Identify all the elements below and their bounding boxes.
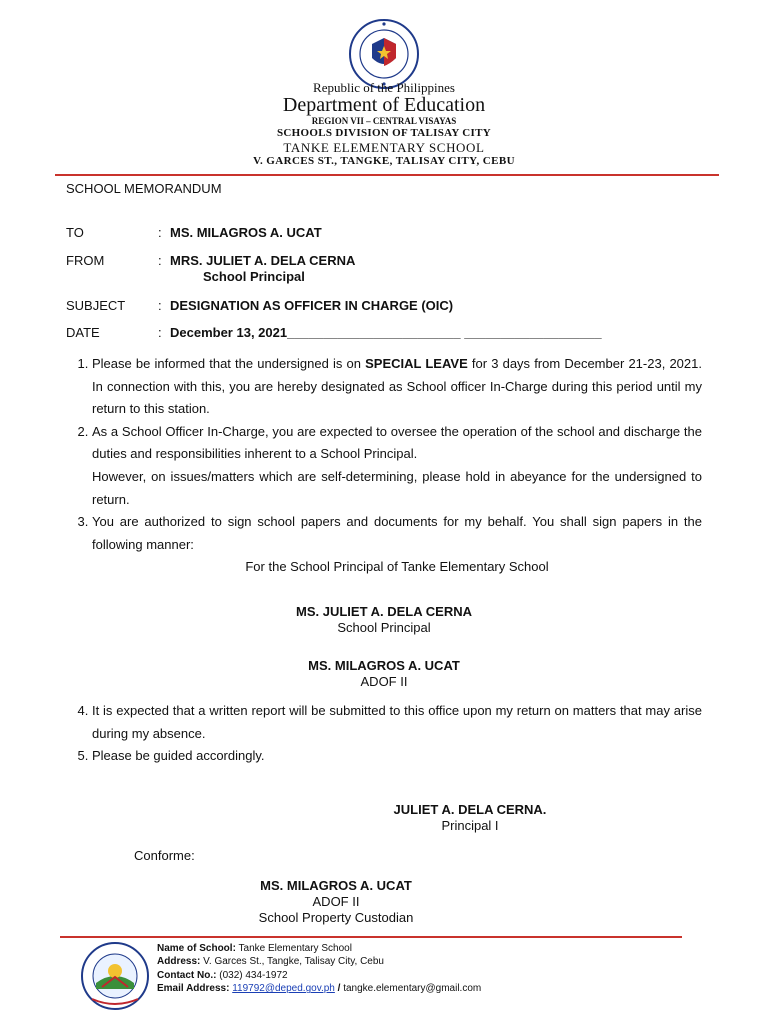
- footer-divider: [60, 936, 682, 938]
- footer-contact-value: (032) 434-1972: [219, 969, 288, 981]
- signatory-block: [86, 802, 768, 834]
- department-title: Department of Education: [282, 94, 486, 116]
- footer-email-label: Email Address:: [157, 983, 230, 995]
- email-link[interactable]: 119792@deped.gov.ph: [232, 983, 335, 995]
- footer-contact-label: Contact No.:: [157, 969, 217, 981]
- footer-address-value: V. Garces St., Tangke, Talisay City, Cebu: [203, 956, 384, 968]
- list-item: 4. It is expected that a written report will be submitted to this office upon my return on matters that may arise during my absence.: [92, 700, 702, 745]
- school-logo-icon: [80, 941, 150, 1011]
- from-value: MRS. JULIET A. DELA CERNA: [170, 253, 356, 268]
- school-name: TANKE ELEMENTARY SCHOOL: [283, 140, 485, 155]
- school-contact-info: [157, 942, 481, 996]
- colon: :: [158, 225, 162, 240]
- header-divider: [55, 174, 719, 176]
- conforme-title-2: School Property Custodian: [258, 910, 414, 925]
- colon: :: [158, 325, 162, 340]
- oic-title: ADOF II: [360, 674, 408, 689]
- footer-email-secondary: tangke.elementary@gmail.com: [343, 983, 482, 995]
- date-value: December 13, 2021________________________ ___________________: [170, 325, 602, 340]
- date-label: DATE: [66, 325, 100, 340]
- colon: :: [158, 253, 162, 268]
- subject-value: DESIGNATION AS OFFICER IN CHARGE (OIC): [170, 298, 454, 313]
- from-label: FROM: [66, 253, 105, 268]
- email-separator: /: [337, 983, 341, 995]
- principal-title: School Principal: [337, 620, 431, 635]
- conforme-label: Conforme:: [134, 848, 195, 863]
- memo-body-bottom: [66, 700, 702, 768]
- conforme-block: [0, 878, 720, 926]
- oic-name: MS. MILAGROS A. UCAT: [308, 658, 460, 673]
- sign-format-oic: [0, 658, 768, 690]
- footer-name-label: Name of School:: [157, 943, 236, 954]
- footer-name-value: Tanke Elementary School: [238, 943, 352, 954]
- signatory-title: Principal I: [441, 818, 499, 833]
- region-line: REGION VII – CENTRAL VISAYAS: [311, 116, 457, 126]
- to-value: MS. MILAGROS A. UCAT: [170, 225, 322, 240]
- list-item: 1. Please be informed that the undersigned is on SPECIAL LEAVE for 3 days from December 21-23, 2021. In connection with this, you are hereby designated as School officer In-Charge during this period until my return to this station.: [92, 353, 702, 421]
- sign-format-intro: For the School Principal of Tanke Elementary School: [245, 559, 549, 575]
- to-label: TO: [66, 225, 84, 240]
- memo-title: SCHOOL MEMORANDUM: [66, 181, 222, 196]
- footer-address-label: Address:: [157, 956, 201, 968]
- school-address: V. GARCES ST., TANGKE, TALISAY CITY, CEBU: [253, 155, 515, 167]
- signatory-name: JULIET A. DELA CERNA.: [393, 802, 547, 817]
- principal-name: MS. JULIET A. DELA CERNA: [296, 604, 472, 619]
- list-item: 3. You are authorized to sign school papers and documents for my behalf. You shall sign papers in the following manner: For the School Principal of Tanke Elementary School: [92, 511, 702, 579]
- conforme-name: MS. MILAGROS A. UCAT: [260, 878, 412, 893]
- list-item: 5. Please be guided accordingly.: [92, 745, 702, 768]
- conforme-title-1: ADOF II: [312, 894, 360, 909]
- special-leave-emphasis: SPECIAL LEAVE: [365, 356, 468, 371]
- subject-label: SUBJECT: [66, 298, 126, 313]
- republic-line: Republic of the Philippines: [313, 80, 455, 95]
- memo-body-top: [66, 353, 702, 579]
- colon: :: [158, 298, 162, 313]
- sign-format-principal: [0, 604, 768, 636]
- list-item: 2. As a School Officer In-Charge, you are expected to oversee the operation of the school and discharge the duties and responsibilities inherent to a School Principal. However, on issues/matters which are self-determining, please hold in abeyance for the undersigned to return.: [92, 421, 702, 511]
- division-line: SCHOOLS DIVISION OF TALISAY CITY: [277, 127, 491, 139]
- from-position: School Principal: [203, 269, 305, 284]
